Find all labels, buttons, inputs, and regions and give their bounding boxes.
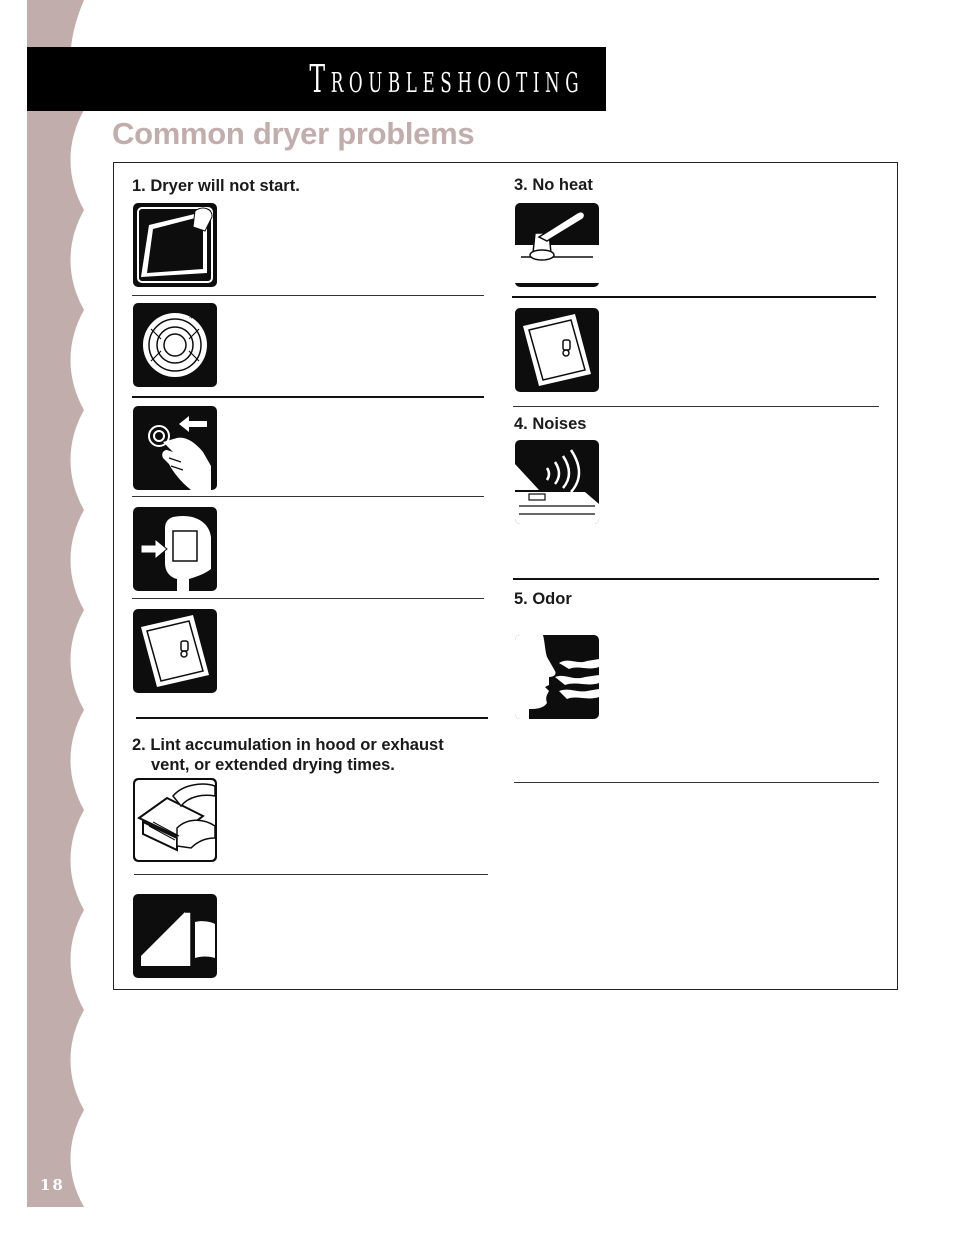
gas-valve-icon [515, 203, 599, 287]
section-5-heading: 5. Odor [514, 590, 572, 608]
plug-outlet-icon [133, 507, 217, 591]
banner-title: Troubleshooting [309, 57, 584, 101]
exhaust-hood-icon [133, 894, 217, 978]
divider [134, 874, 488, 875]
divider [513, 406, 879, 407]
side-stripe [0, 0, 90, 1235]
svg-text:*: * [189, 314, 194, 324]
divider [132, 396, 484, 398]
section-4-heading: 4. Noises [514, 415, 587, 433]
page-number: 18 [40, 1176, 65, 1194]
fuse-box-icon [133, 609, 217, 693]
page-title: Common dryer problems [112, 116, 475, 151]
section-2-heading: 2. Lint accumulation in hood or exhaust [132, 736, 444, 754]
section-2-heading-cont: vent, or extended drying times. [151, 756, 395, 774]
lint-screen-icon [133, 778, 217, 862]
door-close-icon [133, 203, 217, 287]
section-banner [27, 47, 606, 111]
timer-dial-icon [133, 303, 217, 387]
divider [132, 496, 484, 497]
divider [132, 295, 484, 296]
section-3-heading: 3. No heat [514, 176, 593, 194]
divider [512, 296, 876, 298]
noise-waves-icon [515, 440, 599, 524]
fuse-box-icon [515, 308, 599, 392]
odor-face-icon [515, 635, 599, 719]
problems-panel [113, 162, 898, 990]
divider [514, 782, 879, 783]
divider [132, 598, 484, 599]
push-to-start-icon [133, 406, 217, 490]
divider [136, 717, 488, 719]
section-1-heading: 1. Dryer will not start. [132, 177, 300, 195]
divider [513, 578, 879, 580]
